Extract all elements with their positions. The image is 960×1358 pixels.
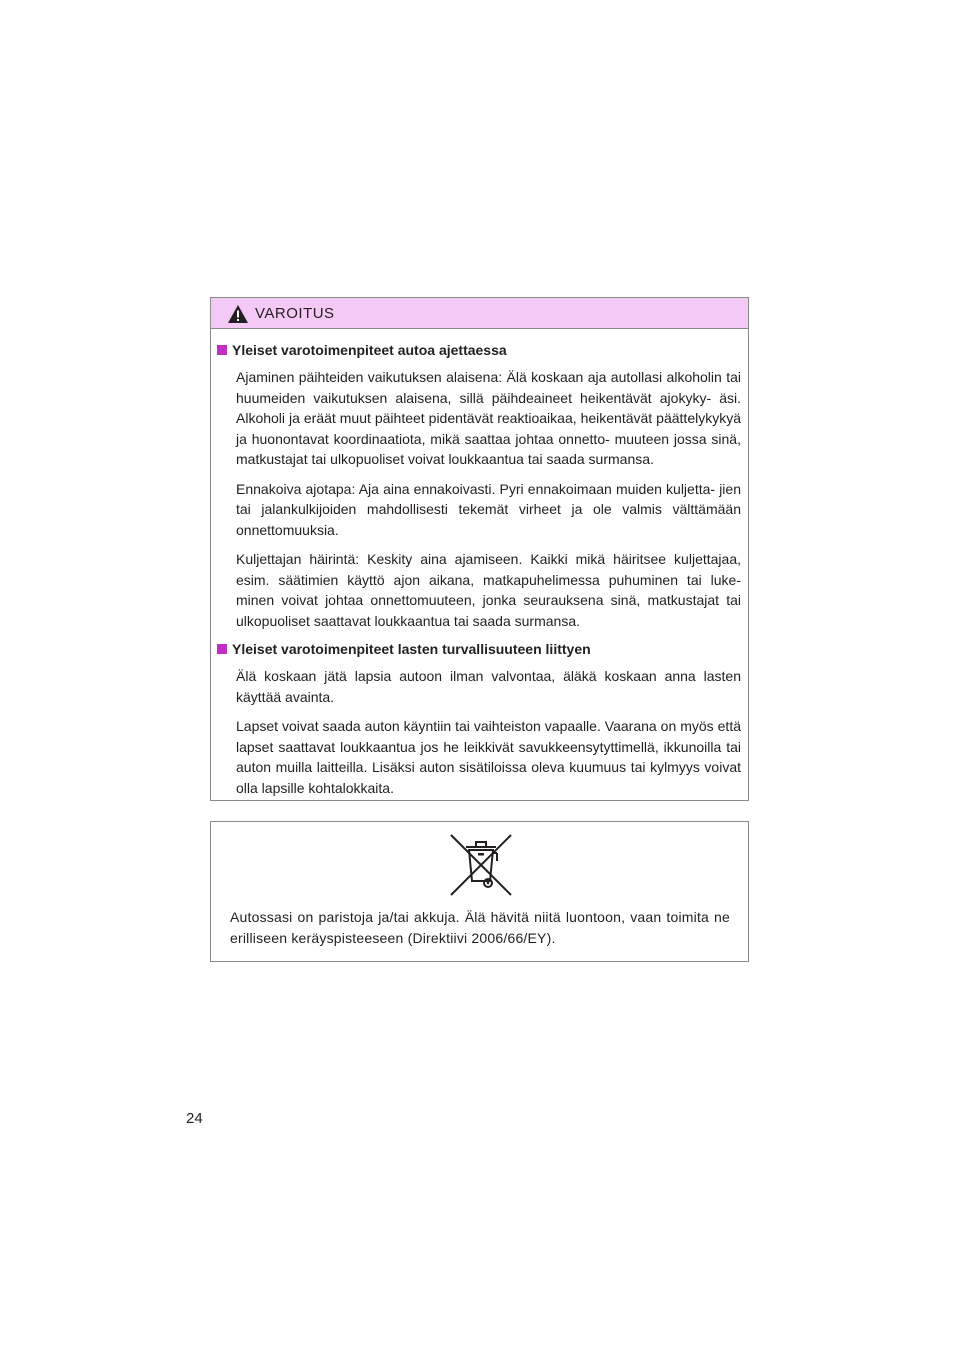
square-bullet-icon (217, 345, 227, 355)
disposal-text: Autossasi on paristoja ja/tai akkuja. Älä hävitä niitä luontoon, vaan toimita ne erilliseen keräyspisteeseen (Direktiivi 2006/66/EY). (230, 909, 730, 946)
warning-triangle-icon (227, 304, 249, 324)
warning-header (211, 298, 748, 329)
page-number: 24 (186, 1110, 203, 1127)
section-heading-text: Yleiset varotoimenpiteet autoa ajettaessa (232, 342, 507, 358)
paragraph: Älä koskaan jätä lapsia autoon ilman valvontaa, äläkä koskaan anna lasten käyttää avainta. (236, 668, 741, 705)
battery-disposal-box (210, 821, 749, 962)
paragraph: Ennakoiva ajotapa: Aja aina ennakoivasti. Pyri ennakoimaan muiden kuljetta- jien tai jalankulkijoiden mahdollisesti tekemät virheet ja ole valmis välttämään onnettomuuksia. (236, 480, 741, 538)
warning-box (210, 297, 749, 801)
paragraph: Lapset voivat saada auton käyntiin tai vaihteiston vapaalle. Vaarana on myös että lapset saattavat loukkaantua jos he leikkivät savukkeensytyttimellä, ikkunoilla tai auton muilla laitteilla. Lisäksi auton sisätiloissa oleva kuumuus tai kylmyys voivat olla lapsille kohtalokkaita. (236, 718, 741, 796)
square-bullet-icon (217, 644, 227, 654)
warning-body (211, 329, 748, 798)
paragraph: Ajaminen päihteiden vaikutuksen alaisena: Älä koskaan aja autollasi alkoholin tai huumeiden vaikutuksen alaisena, sillä päihdeaineet heikentävät ajokyky- äsi. Alkoholi ja eräät muut päihteet pidentävät reaktioaikaa, heikentävät päättelykykyä ja huonontavat koordinaatiota, mikä saattaa johtaa onnetto- muuteen jossa sinä, matkustajat tai ulkopuoliset voivat loukkaantua tai saada surmansa. (236, 369, 741, 467)
section-heading-children (217, 640, 741, 658)
section-heading-driving (217, 341, 741, 359)
crossed-out-wheelie-bin-icon (447, 831, 515, 899)
paragraph: Kuljettajan häirintä: Keskity aina ajamiseen. Kaikki mikä häiritsee kuljettajaa, esim. säätimien käyttö ajon aikana, matkapuhelimessa puhuminen tai luke- minen voivat johtaa onnettomuuteen, jonka seurauksena sinä, matkustajat tai ulkopuoliset saattavat loukkaantua tai saada surmansa. (236, 551, 741, 629)
warning-title: VAROITUS (255, 305, 335, 322)
section-heading-text: Yleiset varotoimenpiteet lasten turvallisuuteen liittyen (232, 641, 591, 657)
